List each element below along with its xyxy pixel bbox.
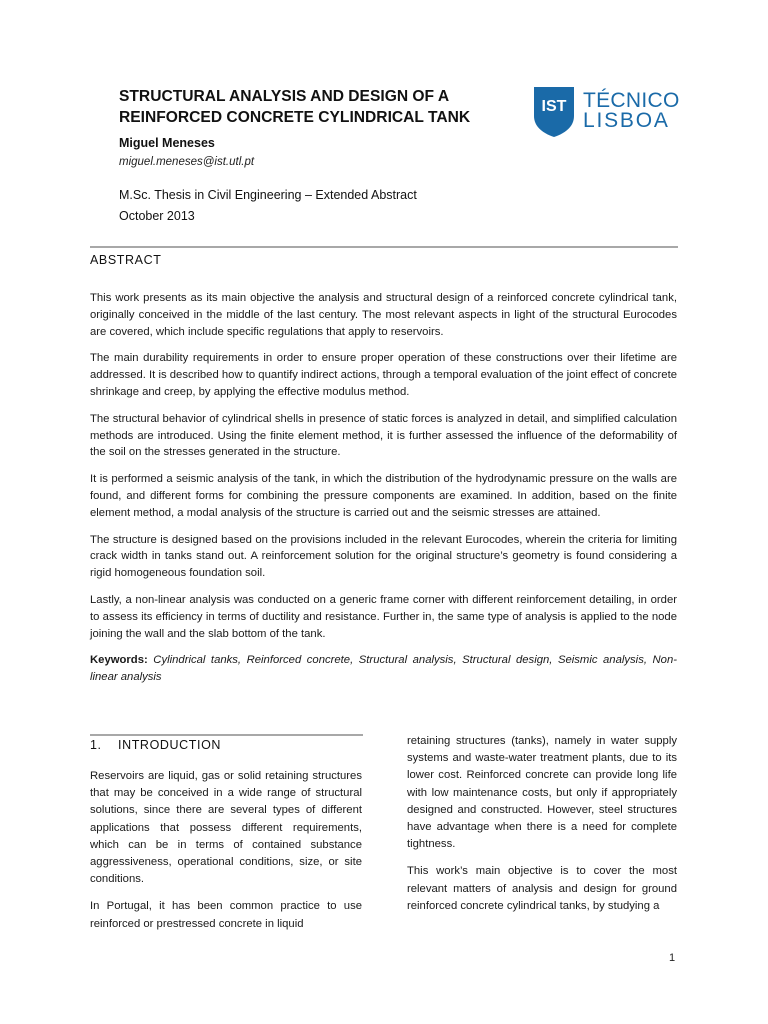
abstract-paragraph: It is performed a seismic analysis of the tank, in which the distribution of the hydrodynamic pressure on the walls are found, and different forms for combining the pressure components are examined. In addition, based on the finite element method, a modal analysis of the structure is carried out and the seismic stresses are attained. [90, 473, 677, 519]
ist-shield-icon [533, 86, 575, 138]
author-email: miguel.meneses@ist.utl.pt [119, 156, 255, 168]
abstract-paragraph: Lastly, a non-linear analysis was conducted on a generic frame corner with different reinforcement detailing, in order to assess its efficiency in terms of ductility and resistance. Further in, the same type of analysis is applied to the node joining the wall and the slab bottom of the tank. [90, 593, 677, 640]
section-number: 1. [90, 738, 102, 752]
intro-paragraph: retaining structures (tanks), namely in water supply systems and waste-water treatment plants, due to its lower cost. Reinforced concrete can provide long life with low maintenance costs, but only if appropriately designed and constructed. However, steel structures have advantage when there is a need for complete tightness. [407, 735, 677, 851]
keywords-list: Cylindrical tanks, Reinforced concrete, Structural analysis, Structural design, Seismic analysis, Non-linear analysis [90, 654, 677, 684]
page-number: 1 [669, 952, 676, 964]
intro-left-column [90, 768, 362, 943]
abstract-paragraph: This work presents as its main objective the analysis and structural design of a reinforced concrete cylindrical tank, originally conceived in the middle of the last century. The most relevant aspects in light of the structural Eurocodes are covered, which include specific regulations that apply to reservoirs. [90, 292, 677, 338]
keywords [90, 652, 677, 686]
abstract-paragraph: The main durability requirements in order to ensure proper operation of these constructions over their lifetime are addressed. It is described how to quantify indirect actions, through a temporal evaluation of the joint effect of concrete shrinkage and creep, by applying the effective modulus method. [90, 352, 677, 398]
abstract-paragraph: The structure is designed based on the provisions included in the relevant Eurocodes, wherein the criteria for limiting crack width in tanks stand out. A reinforcement solution for the original structure’s geometry is found considering a rigid homogeneous foundation soil. [90, 533, 677, 580]
intro-paragraph: In Portugal, it has been common practice to use reinforced or prestressed concrete in liquid [90, 900, 362, 930]
intro-paragraph: This work’s main objective is to cover the most relevant matters of analysis and design for ground reinforced concrete cylindrical tanks, by studying a [407, 865, 677, 912]
header-divider [90, 246, 678, 248]
keywords-label: Keywords: [90, 654, 148, 667]
thesis-date: October 2013 [119, 209, 195, 223]
intro-right-column [407, 733, 677, 925]
thesis-type: M.Sc. Thesis in Civil Engineering – Extended Abstract [119, 188, 417, 202]
section-title: INTRODUCTION [118, 738, 222, 752]
tecnico-lisboa-logo [533, 86, 680, 140]
introduction-heading [90, 738, 221, 752]
abstract-paragraph: The structural behavior of cylindrical shells in presence of static forces is analyzed in detail, and simplified calculation methods are introduced. Using the finite element method, it is further assessed the influence of the deformability of the soil on the stresses generated in the structure. [90, 412, 677, 459]
title-line-1: STRUCTURAL ANALYSIS AND DESIGN OF A [119, 88, 450, 105]
intro-paragraph: Reservoirs are liquid, gas or solid retaining structures that may be conceived in a wide range of structural solutions, since there are several types of different applications that possess different requirements, which can be in terms of contained substance aggressiveness, operational conditions, size, or site conditions. [90, 770, 362, 886]
logo-text-tecnico: TÉCNICO [583, 89, 680, 112]
author-name: Miguel Meneses [119, 136, 215, 150]
abstract-body [90, 290, 677, 696]
title-line-2: REINFORCED CONCRETE CYLINDRICAL TANK [119, 109, 471, 126]
abstract-heading: ABSTRACT [90, 253, 162, 267]
shield-text: IST [541, 98, 567, 115]
logo-text-lisboa: LISBOA [583, 109, 670, 132]
intro-divider [90, 734, 363, 736]
paper-title [119, 86, 499, 128]
